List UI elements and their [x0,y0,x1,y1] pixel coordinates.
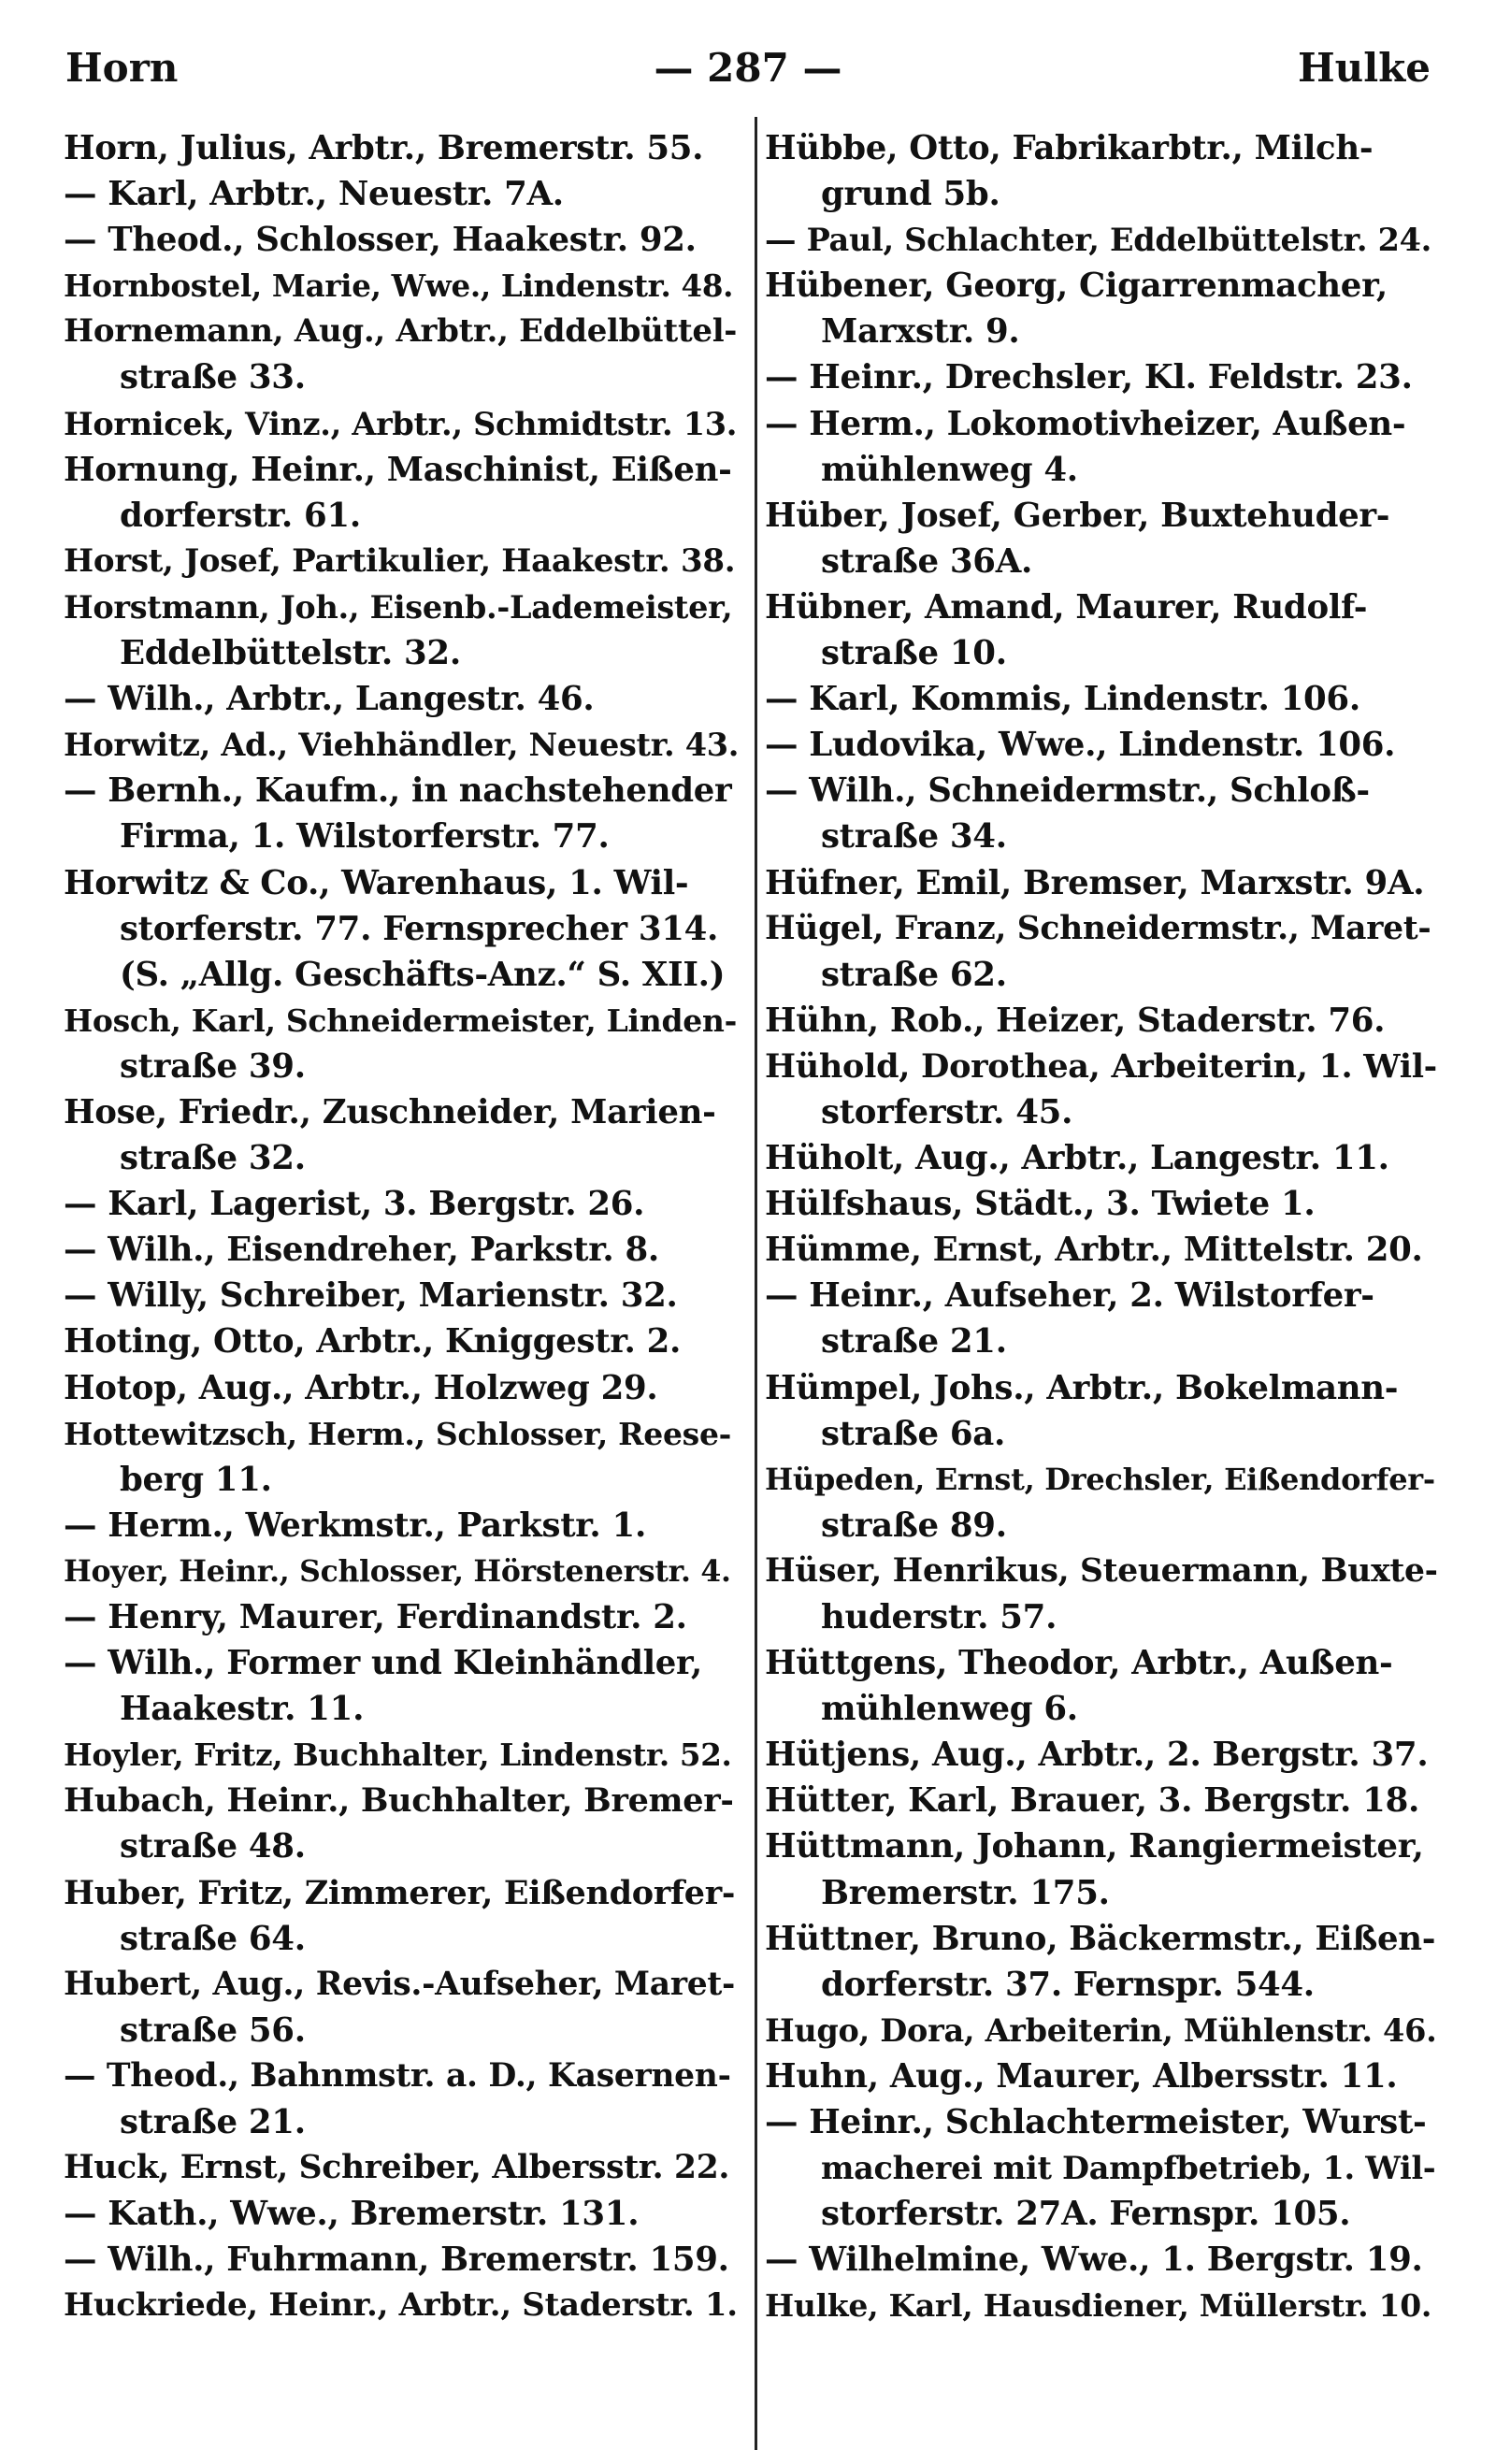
directory-entry: Hüber, Josef, Gerber, Buxtehuder- [765,496,1390,535]
entry-continuation: storferstr. 77. Fernsprecher 314. [120,909,719,948]
entry-continuation: Firma, 1. Wilstorferstr. 77. [120,817,610,857]
directory-entry: Hübner, Amand, Maurer, Rudolf- [765,587,1368,627]
directory-entry: — Wilh., Fuhrmann, Bremerstr. 159. [64,2241,729,2280]
directory-entry: Hotop, Aug., Arbtr., Holzweg 29. [64,1368,658,1407]
directory-entry: Hügel, Franz, Schneidermstr., Maret- [765,909,1431,947]
directory-entry: — Wilhelmine, Wwe., 1. Bergstr. 19. [765,2241,1423,2280]
directory-entry: — Ludovika, Wwe., Lindenstr. 106. [765,726,1396,765]
directory-entry: — Herm., Lokomotivheizer, Außen- [765,404,1406,443]
directory-entry: — Wilh., Arbtr., Langestr. 46. [64,680,595,719]
directory-entry: Hornicek, Vinz., Arbtr., Schmidtstr. 13. [64,405,738,442]
entry-continuation: straße 62. [821,955,1007,994]
directory-entry: Hüttmann, Johann, Rangiermeister, [765,1827,1424,1866]
directory-entry: Hühold, Dorothea, Arbeiterin, 1. Wil- [765,1046,1437,1086]
directory-entry: Hüttgens, Theodor, Arbtr., Außen- [765,1644,1393,1683]
directory-entry: Horn, Julius, Arbtr., Bremerstr. 55. [64,129,704,167]
entry-continuation: straße 34. [821,817,1007,857]
entry-continuation: straße 6a. [821,1414,1006,1453]
directory-entry: — Heinr., Aufseher, 2. Wilstorfer- [765,1276,1374,1316]
directory-entry: Hoyler, Fritz, Buchhalter, Lindenstr. 52. [64,1736,732,1774]
entry-continuation: macherei mit Dampfbetrieb, 1. Wil- [821,2150,1436,2187]
directory-entry: Horwitz & Co., Warenhaus, 1. Wil- [64,863,689,902]
directory-entry: — Herm., Werkmstr., Parkstr. 1. [64,1506,647,1545]
entry-continuation: straße 21. [821,1322,1007,1362]
column-divider [755,117,757,2450]
running-head-right: Hulke [1298,45,1431,91]
directory-entry: — Wilh., Eisendreher, Parkstr. 8. [64,1231,659,1270]
directory-entry: Huhn, Aug., Maurer, Albersstr. 11. [765,2056,1398,2096]
entry-continuation: Marxstr. 9. [821,312,1020,352]
page-header [65,45,1431,101]
directory-entry: Hühn, Rob., Heizer, Staderstr. 76. [765,1001,1386,1040]
directory-entry: — Henry, Maurer, Ferdinandstr. 2. [64,1598,687,1636]
directory-entry: Hornemann, Aug., Arbtr., Eddelbüttel- [64,312,738,351]
directory-entry: — Wilh., Former und Kleinhändler, [64,1644,702,1683]
directory-entry: — Heinr., Schlachtermeister, Wurst- [765,2103,1427,2142]
entry-continuation: dorferstr. 37. Fernspr. 544. [821,1965,1315,2004]
entry-continuation: straße 32. [120,1139,306,1178]
entry-continuation: dorferstr. 61. [120,496,361,535]
entry-continuation: straße 21. [120,2103,306,2142]
directory-entry: Hoting, Otto, Arbtr., Kniggestr. 2. [64,1322,682,1362]
entry-continuation: mühlenweg 4. [821,450,1078,489]
directory-entry: Hüfner, Emil, Bremser, Marxstr. 9A. [765,863,1425,902]
entry-continuation: straße 33. [120,358,306,397]
directory-entry: Hülfshaus, Städt., 3. Twiete 1. [765,1185,1316,1224]
running-head-left: Horn [65,45,179,91]
entry-continuation: mühlenweg 6. [821,1690,1078,1729]
directory-entry: — Karl, Arbtr., Neuestr. 7A. [64,175,564,214]
directory-entry: — Bernh., Kaufm., in nachstehender [64,771,732,811]
directory-entry: Hümme, Ernst, Arbtr., Mittelstr. 20. [765,1231,1423,1270]
directory-entry: Horst, Josef, Partikulier, Haakestr. 38. [64,541,736,580]
left-column [64,125,739,2329]
directory-entry: Hulke, Karl, Hausdiener, Müllerstr. 10. [765,2287,1432,2325]
directory-entry: — Willy, Schreiber, Marienstr. 32. [64,1276,678,1316]
directory-entry: — Karl, Kommis, Lindenstr. 106. [765,680,1360,719]
entry-continuation: (S. „Allg. Geschäfts-Anz.“ S. XII.) [120,955,726,994]
entry-continuation: Bremerstr. 175. [821,1873,1110,1912]
directory-entry: Hubach, Heinr., Buchhalter, Bremer- [64,1781,734,1821]
right-column [765,125,1440,2329]
directory-entry: Hugo, Dora, Arbeiterin, Mühlenstr. 46. [765,2011,1437,2049]
entry-continuation: straße 64. [120,1919,306,1958]
directory-entry: Hosch, Karl, Schneidermeister, Linden- [64,1001,738,1039]
directory-entry: Hornbostel, Marie, Wwe., Lindenstr. 48. [64,267,734,305]
directory-entry: Horstmann, Joh., Eisenb.-Lademeister, [64,588,733,626]
directory-entry: Hütjens, Aug., Arbtr., 2. Bergstr. 37. [765,1736,1429,1775]
page-number: — 287 — [654,45,842,91]
directory-entry: Hübener, Georg, Cigarrenmacher, [765,267,1388,306]
entry-continuation: straße 48. [120,1827,306,1866]
directory-entry: Hüpeden, Ernst, Drechsler, Eißendorfer- [765,1461,1435,1497]
entry-continuation: storferstr. 45. [821,1092,1073,1131]
entry-continuation: straße 89. [821,1506,1007,1545]
entry-continuation: straße 39. [120,1046,306,1086]
directory-entry: Hübbe, Otto, Fabrikarbtr., Milch- [765,129,1374,167]
directory-entry: Huck, Ernst, Schreiber, Albersstr. 22. [64,2149,730,2187]
entry-continuation: Haakestr. 11. [120,1690,365,1729]
directory-entry: — Theod., Schlosser, Haakestr. 92. [64,221,697,260]
entry-continuation: huderstr. 57. [821,1598,1057,1636]
directory-entry: Hornung, Heinr., Maschinist, Eißen- [64,450,732,489]
directory-entry: Hüser, Henrikus, Steuermann, Buxte- [765,1551,1438,1590]
directory-entry: — Heinr., Drechsler, Kl. Feldstr. 23. [765,358,1413,397]
directory-entry: Hubert, Aug., Revis.-Aufseher, Maret- [64,1965,736,2003]
entry-continuation: grund 5b. [821,175,1000,214]
directory-entry: Hütter, Karl, Brauer, 3. Bergstr. 18. [765,1781,1420,1821]
directory-entry: Hüholt, Aug., Arbtr., Langestr. 11. [765,1139,1389,1178]
entry-continuation: straße 10. [821,634,1007,673]
entry-continuation: berg 11. [120,1460,272,1499]
directory-entry: — Wilh., Schneidermstr., Schloß- [765,771,1370,811]
directory-entry: Hottewitzsch, Herm., Schlosser, Reese- [64,1415,732,1452]
directory-entry: Hoyer, Heinr., Schlosser, Hörstenerstr. 4. [64,1553,731,1589]
directory-entry: — Theod., Bahnmstr. a. D., Kasernen- [64,2056,731,2095]
directory-entry: Hose, Friedr., Zuschneider, Marien- [64,1092,716,1131]
directory-entry: Huckriede, Heinr., Arbtr., Staderstr. 1. [64,2286,738,2325]
directory-entry: — Karl, Lagerist, 3. Bergstr. 26. [64,1185,645,1224]
directory-entry: — Kath., Wwe., Bremerstr. 131. [64,2195,640,2234]
directory-entry: — Paul, Schlachter, Eddelbüttelstr. 24. [765,222,1432,259]
entry-continuation: storferstr. 27A. Fernspr. 105. [821,2195,1351,2234]
directory-entry: Hümpel, Johs., Arbtr., Bokelmann- [765,1368,1399,1407]
directory-entry: Hüttner, Bruno, Bäckermstr., Eißen- [765,1919,1436,1958]
directory-entry: Huber, Fritz, Zimmerer, Eißendorfer- [64,1873,736,1912]
entry-continuation: Eddelbüttelstr. 32. [120,634,461,673]
entry-continuation: straße 36A. [821,541,1033,581]
entry-continuation: straße 56. [120,2010,306,2050]
directory-entry: Horwitz, Ad., Viehhändler, Neuestr. 43. [64,727,739,764]
